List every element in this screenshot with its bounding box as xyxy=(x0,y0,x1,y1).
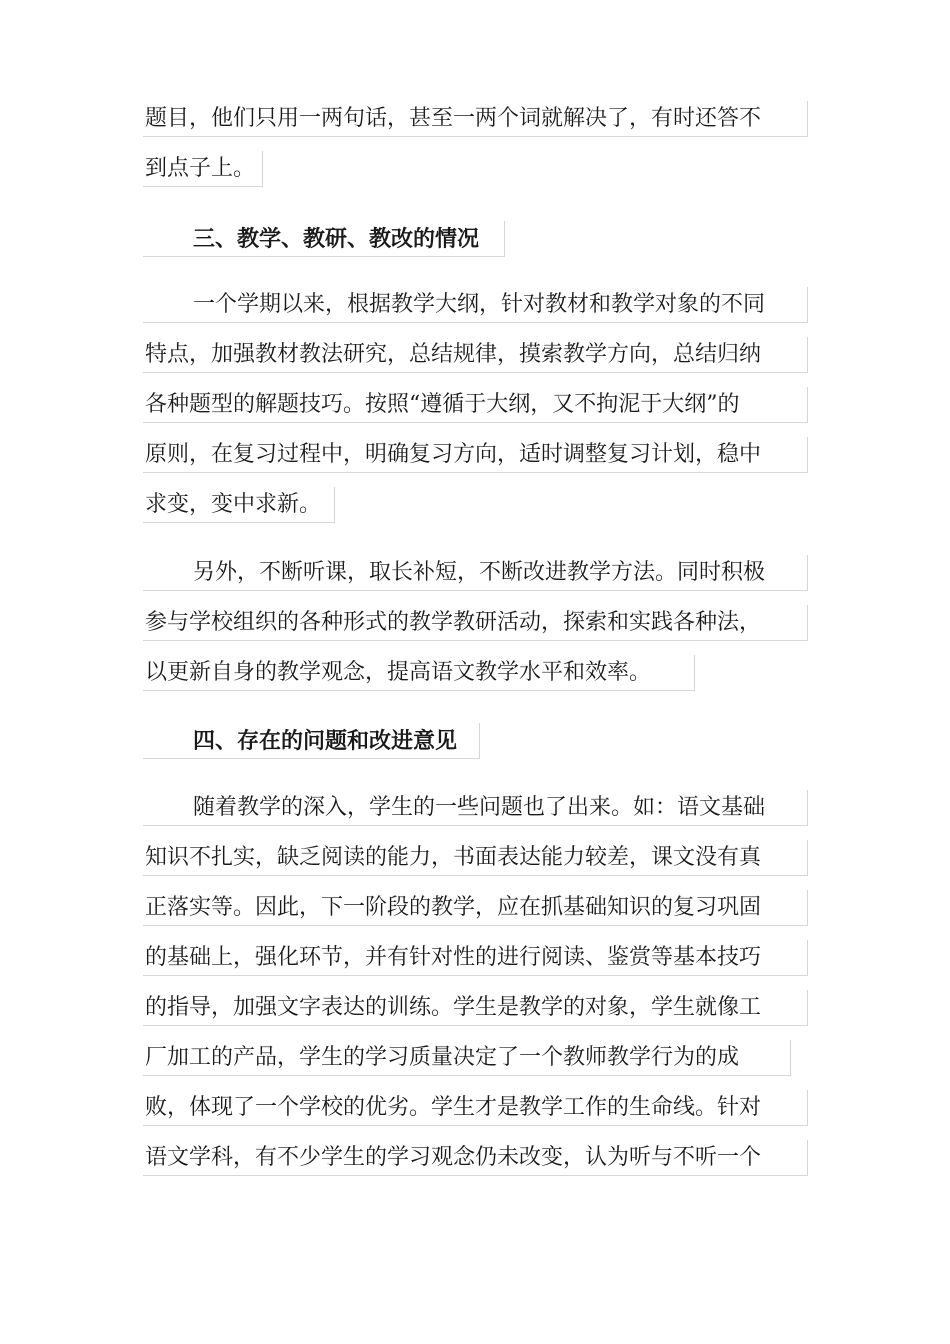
paragraph-line: 以更新自身的教学观念，提高语文教学水平和效率。 xyxy=(143,655,695,691)
paragraph-line: 一个学期以来，根据教学大纲，针对教材和教学对象的不同 xyxy=(143,287,808,323)
paragraph-line: 的基础上，强化环节，并有针对性的进行阅读、鉴赏等基本技巧 xyxy=(143,940,808,976)
section-heading-4: 四、存在的问题和改进意见 xyxy=(143,723,480,759)
paragraph-line: 正落实等。因此，下一阶段的教学，应在抓基础知识的复习巩固 xyxy=(143,890,808,926)
paragraph-line: 厂加工的产品，学生的学习质量决定了一个教师教学行为的成 xyxy=(143,1040,791,1076)
paragraph-line: 到点子上。 xyxy=(143,151,263,187)
paragraph-line: 题目，他们只用一两句话，甚至一两个词就解决了，有时还答不 xyxy=(143,101,808,137)
paragraph-line: 原则，在复习过程中，明确复习方向，适时调整复习计划，稳中 xyxy=(143,437,808,473)
paragraph-line: 语文学科，有不少学生的学习观念仍未改变，认为听与不听一个 xyxy=(143,1140,808,1176)
paragraph-line: 各种题型的解题技巧。按照“遵循于大纲，又不拘泥于大纲”的 xyxy=(143,387,808,423)
paragraph-line: 知识不扎实，缺乏阅读的能力，书面表达能力较差，课文没有真 xyxy=(143,840,808,876)
paragraph-line: 的指导，加强文字表达的训练。学生是教学的对象，学生就像工 xyxy=(143,990,808,1026)
paragraph-line: 参与学校组织的各种形式的教学教研活动，探索和实践各种法， xyxy=(143,605,808,641)
paragraph-line: 随着教学的深入，学生的一些问题也了出来。如：语文基础 xyxy=(143,790,808,826)
paragraph-line: 败，体现了一个学校的优劣。学生才是教学工作的生命线。针对 xyxy=(143,1090,808,1126)
section-heading-3: 三、教学、教研、教改的情况 xyxy=(143,221,505,257)
paragraph-line: 求变，变中求新。 xyxy=(143,487,335,523)
paragraph-line: 另外，不断听课，取长补短，不断改进教学方法。同时积极 xyxy=(143,555,808,591)
paragraph-line: 特点，加强教材教法研究，总结规律，摸索教学方向，总结归纳 xyxy=(143,337,808,373)
